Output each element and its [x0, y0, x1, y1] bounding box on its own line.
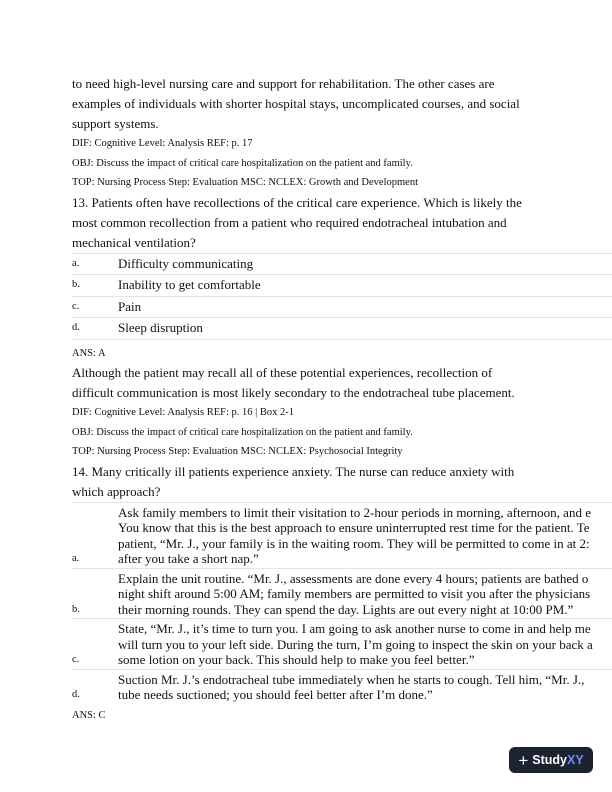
brand-accent: XY: [566, 753, 584, 767]
top-line: TOP: Nursing Process Step: Evaluation MSC: NCLEX: Growth and Development: [72, 177, 418, 188]
option-letter: d.: [72, 322, 80, 333]
answer-options: [72, 502, 612, 704]
option-text: [118, 503, 612, 568]
option-c: [72, 618, 612, 669]
option-text: Pain: [118, 298, 142, 314]
obj-line: OBJ: Discuss the impact of critical care hospitalization on the patient and family.: [72, 426, 413, 438]
option-text-line: some lotion on your back. This should help to make you feel better.”: [118, 652, 475, 667]
option-text-line: Suction Mr. J.’s endotracheal tube immediately when he starts to cough. Tell him, “Mr. J.,: [118, 671, 585, 687]
document-page: [72, 74, 612, 726]
dif-line: DIF: Cognitive Level: Analysis REF: p. 17: [72, 138, 253, 149]
answer-options: [72, 253, 612, 344]
option-c: [72, 296, 612, 318]
brand-name: Study: [532, 753, 567, 767]
option-text: [118, 619, 612, 669]
option-text: Difficulty communicating: [118, 255, 254, 271]
option-text-line: Ask family members to limit their visitation to 2-hour periods in morning, afternoon, and e: [118, 504, 591, 520]
option-letter: a.: [72, 553, 80, 564]
obj-line: OBJ: Discuss the impact of critical care hospitalization on the patient and family.: [72, 157, 413, 169]
plus-icon: +: [518, 750, 529, 770]
option-b: [72, 568, 612, 619]
answer-key: ANS: C: [72, 709, 106, 721]
option-letter: c.: [72, 300, 80, 312]
question-14: [72, 462, 612, 726]
question-stem-line: 13. Patients often have recollections of the critical care experience. Which is likely the: [72, 194, 522, 210]
question-13: [72, 193, 612, 462]
option-text: [118, 569, 612, 619]
option-text-line: patient, “Mr. J., your family is in the waiting room. They will be permitted to come in at 2:: [118, 535, 590, 551]
option-a: [72, 253, 612, 275]
continued-rationale: [72, 74, 612, 134]
rationale-line: difficult communication is most likely secondary to the endotracheal tube placement.: [72, 385, 515, 400]
rationale-line: Although the patient may recall all of these potential experiences, recollection of: [72, 365, 493, 380]
option-text: Sleep disruption: [118, 320, 203, 335]
question-stem-line: which approach?: [72, 483, 161, 499]
option-text-line: State, “Mr. J., it’s time to turn you. I am going to ask another nurse to come in and help me: [118, 621, 591, 636]
option-text-line: You know that this is the best approach to ensure uninterrupted rest time for the patient. Te: [118, 520, 590, 535]
option-text-line: will turn you to your left side. During the turn, I’m going to inspect the skin on your back a: [118, 636, 593, 652]
question-stem-line: 14. Many critically ill patients experience anxiety. The nurse can reduce anxiety with: [72, 463, 515, 479]
option-d: [72, 317, 612, 339]
text-line: examples of individuals with shorter hospital stays, uncomplicated courses, and social: [72, 96, 520, 111]
option-b: [72, 274, 612, 296]
brand-logo: [532, 753, 583, 767]
option-a: [72, 502, 612, 568]
text-line: to need high-level nursing care and support for rehabilitation. The other cases are: [72, 76, 495, 91]
option-letter: b.: [72, 603, 80, 615]
option-letter: c.: [72, 654, 80, 665]
option-letter: b.: [72, 279, 80, 290]
option-letter: a.: [72, 257, 80, 269]
question-stem-line: mechanical ventilation?: [72, 234, 196, 250]
option-text-line: after you take a short nap.”: [118, 551, 259, 566]
option-text-line: Explain the unit routine. “Mr. J., assessments are done every 4 hours; patients are bathed o: [118, 570, 589, 586]
dif-line: DIF: Cognitive Level: Analysis REF: p. 16 | Box 2-1: [72, 407, 295, 418]
option-text: [118, 670, 612, 704]
studyxy-badge[interactable]: [509, 747, 593, 773]
text-line: support systems.: [72, 116, 159, 131]
option-text-line: night shift around 5:00 AM; family members are permitted to visit you after the physicians: [118, 586, 591, 601]
option-letter: d.: [72, 689, 80, 700]
question-stem-line: most common recollection from a patient who required endotracheal intubation and: [72, 214, 507, 230]
answer-key: ANS: A: [72, 347, 106, 359]
option-text: Inability to get comfortable: [118, 277, 261, 292]
option-text-line: tube needs suctioned; you should feel better after I’m done.”: [118, 687, 433, 702]
option-d: [72, 669, 612, 704]
top-line: TOP: Nursing Process Step: Evaluation MSC: NCLEX: Psychosocial Integrity: [72, 446, 403, 457]
option-text-line: their morning rounds. They can spend the day. Lights are out every night at 10:00 PM.”: [118, 601, 574, 617]
